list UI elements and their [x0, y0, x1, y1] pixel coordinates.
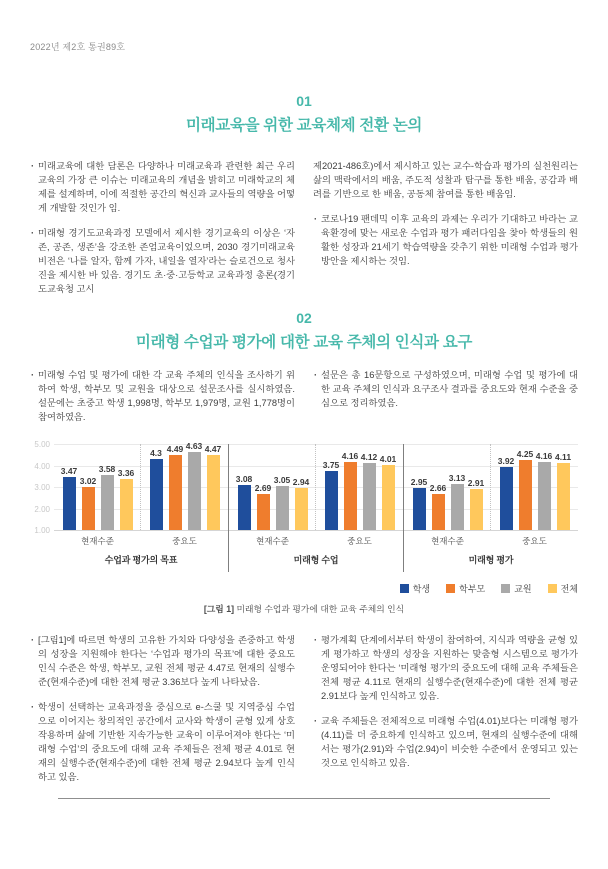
bar-value-label: 2.91	[467, 477, 485, 488]
figure-caption	[30, 602, 578, 615]
bar-value-label: 4.01	[379, 454, 397, 465]
legend-swatch	[400, 584, 409, 593]
chart-subgroup	[229, 444, 316, 549]
chart-subgroup	[141, 441, 228, 549]
bar-학부모	[432, 494, 445, 530]
section-01-left-column	[30, 159, 295, 296]
bar-전체	[382, 465, 395, 530]
bar-value-label: 2.94	[292, 477, 310, 488]
bar-전체	[120, 479, 133, 530]
chart-y-axis	[28, 440, 52, 535]
bar-value-label: 4.16	[535, 451, 553, 462]
bar-value-label: 3.05	[273, 474, 291, 485]
bar-학부모	[519, 460, 532, 530]
bar-value-label: 4.12	[360, 451, 378, 462]
section-02-title: 미래형 수업과 평가에 대한 교육 주체의 인식과 요구	[135, 334, 473, 351]
bar-value-label: 3.13	[448, 473, 466, 484]
bar-column	[117, 468, 135, 530]
paragraph: · 미래형 경기도교육과정 모델에서 제시한 경기교육의 이상은 ‘자존, 공존, 생존’을 강조한 존엄교육이었으며, 2030 경기미래교육 비전은 ‘나를 알자, 함께 가자, 내일을 열자’라는 슬로건으로 청사진을 제시한 바 있음. 경기도 초·중·고등학교 교육과정 총론(경기도교육청 고시	[30, 226, 295, 296]
legend-label: 전체	[560, 584, 578, 594]
chart-subgroups	[229, 444, 403, 549]
section-01-number: 01	[296, 93, 312, 109]
bar-교원	[538, 462, 551, 530]
paragraph: · 학생이 선택하는 교육과정을 중심으로 e-스쿨 및 지역중심 수업으로 이어지는 창의적인 공간에서 교사와 학생이 균형 있게 상호작용하며 삶에 기반한 지속가능한 교육이 이루어져야 한다는 ‘미래형 수업’의 중요도에 대해 교육 주체들은 전체 평균 4.01로 현재의 실행수준(현재수준)에 대한 전체 평균 2.94보다 높게 인식하고 있음.	[30, 700, 295, 784]
paragraph: 제2021-486호)에서 제시하고 있는 교수-학습과 평가의 실천원리는 삶의 맥락에서의 배움, 주도적 성찰과 탐구를 통한 배움, 공감과 배려를 기반으로 한 배움, 공동체 참여를 통한 배움임.	[313, 161, 578, 199]
paragraph: · 교육 주체들은 전체적으로 미래형 수업(4.01)보다는 미래형 평가(4.11)를 더 중요하게 인식하고 있으며, 현재의 실행수준에 대해서는 평가(2.91)와 수업(2.94)이 비슷한 수준에서 운영되고 있는 것으로 인식하고 있음.	[313, 714, 578, 770]
subgroup-axis-label: 현재수준	[81, 536, 114, 546]
bar-cluster	[140, 441, 228, 530]
bar-학생	[500, 467, 513, 530]
bar-value-label: 3.02	[79, 475, 97, 486]
chart-subgroup	[54, 444, 141, 549]
subgroup-axis-label: 현재수준	[256, 536, 289, 546]
bar-column	[150, 448, 163, 530]
chart-group	[403, 444, 578, 572]
bar-column	[273, 474, 291, 530]
group-axis-label: 미래형 평가	[468, 555, 514, 565]
legend-item	[501, 582, 531, 595]
bar-column	[516, 449, 534, 530]
bar-전체	[207, 455, 220, 530]
bar-value-label: 4.3	[150, 448, 162, 458]
subgroup-axis-label: 중요도	[172, 536, 197, 546]
bar-value-label: 3.75	[322, 459, 340, 470]
paragraph: · [그림1]에 따르면 학생의 고유한 가치와 다양성을 존중하고 학생의 성장을 지원해야 한다는 ‘수업과 평가의 목표’에 대한 중요도 인식 수준은 학생, 학부모, 교원 전체 평균 4.47로 현재의 실행수준(현재수준)에 대한 전체 평균 3.36보다 높게 나타났음.	[30, 633, 295, 689]
group-axis-label: 수업과 평가의 목표	[104, 555, 178, 565]
bar-cluster	[490, 444, 578, 530]
section-02-number: 02	[296, 310, 312, 326]
bar-학생	[413, 488, 426, 530]
bar-학생	[150, 459, 163, 530]
bar-학부모	[169, 455, 182, 530]
discussion	[30, 633, 578, 784]
bar-column	[204, 444, 222, 530]
legend-item	[400, 582, 430, 595]
legend-swatch	[446, 584, 455, 593]
bar-value-label: 2.66	[429, 483, 447, 494]
bar-value-label: 4.47	[204, 444, 222, 455]
bar-column	[185, 441, 203, 530]
bar-column	[98, 463, 116, 531]
chart-plot-groups	[54, 441, 578, 572]
bar-column	[341, 451, 359, 530]
bar-column	[79, 475, 97, 530]
bar-column	[379, 454, 397, 530]
y-tick-label: 2.00	[34, 504, 50, 514]
bar-value-label: 4.63	[185, 441, 203, 451]
bar-학생	[325, 471, 338, 530]
bar-전체	[557, 463, 570, 530]
bar-교원	[451, 484, 464, 530]
bar-학생	[63, 477, 76, 530]
legend-swatch	[548, 584, 557, 593]
bar-전체	[295, 488, 308, 530]
bar-value-label: 3.08	[235, 474, 253, 485]
bar-value-label: 3.47	[60, 465, 78, 476]
figure-caption-text: 미래형 수업과 평가에 대한 교육 주체의 인식	[236, 604, 405, 614]
bar-전체	[470, 489, 483, 530]
bar-column	[448, 473, 466, 530]
bar-cluster	[315, 444, 403, 530]
bar-value-label: 3.92	[497, 456, 515, 467]
bar-column	[60, 465, 78, 530]
section-01-title: 미래교육을 위한 교육체제 전환 논의	[185, 117, 423, 134]
bar-column	[429, 483, 447, 530]
paragraph: · 미래형 수업 및 평가에 대한 각 교육 주체의 인식을 조사하기 위하여 학생, 학부모 및 교원을 대상으로 설문조사를 실시하였음. 설문에는 초중고 학생 1,998명, 학부모 1,979명, 교원 1,778명이 참여하였음.	[30, 368, 295, 424]
bar-value-label: 4.25	[516, 449, 534, 460]
chart-group	[228, 444, 403, 572]
subgroup-axis-label: 중요도	[522, 536, 547, 546]
bar-value-label: 3.36	[117, 468, 135, 479]
bar-column	[535, 451, 553, 530]
chart-subgroups	[54, 441, 228, 549]
bar-value-label: 3.58	[98, 463, 116, 474]
figure-1	[30, 440, 578, 615]
paragraph: · 미래교육에 대한 담론은 다양하나 미래교육과 관련한 최근 우리 교육의 가장 큰 이슈는 미래교육의 개념을 밝히고 미래학교의 체제를 설계하며, 이에 적절한 공간의 혁신과 교사들의 역량을 어떻게 개발할 것인가 임.	[30, 159, 295, 215]
y-tick-label: 3.00	[34, 483, 50, 492]
figure-1-bar-chart	[34, 440, 578, 572]
discussion-left-column	[30, 633, 295, 784]
paragraph: · 설문은 총 16문항으로 구성하였으며, 미래형 수업 및 평가에 대한 교육 주체의 인식과 요구조사 결과를 중요도와 현재 수준을 중심으로 정리하였음.	[313, 368, 578, 410]
bar-value-label: 2.69	[254, 482, 272, 493]
bar-cluster	[54, 444, 141, 530]
legend-label: 교원	[514, 584, 532, 594]
subgroup-axis-label: 현재수준	[431, 536, 464, 546]
bottom-divider	[58, 798, 550, 799]
paragraph: · 코로나19 팬데믹 이후 교육의 과제는 우리가 기대하고 바라는 교육환경에 맞는 새로운 수업과 평가 패러다임을 찾아 학생들의 원활한 성장과 21세기 학습역량을 갖추기 위한 미래형 수업과 평가 방안을 제시하는 것임.	[313, 212, 578, 268]
chart-subgroup	[491, 444, 578, 549]
bar-column	[467, 477, 485, 530]
subgroup-axis-label: 중요도	[347, 536, 372, 546]
bar-cluster	[404, 444, 491, 530]
bar-column	[235, 474, 253, 530]
section-01-right-column	[313, 159, 578, 296]
bar-학생	[238, 485, 251, 530]
chart-subgroup	[316, 444, 403, 549]
bar-교원	[276, 486, 289, 530]
section-02-right-column	[313, 368, 578, 424]
bar-column	[292, 477, 310, 530]
bar-column	[322, 459, 340, 530]
legend-label: 학생	[412, 584, 431, 594]
bar-column	[554, 452, 572, 530]
bar-교원	[188, 452, 201, 530]
bar-value-label: 4.11	[554, 452, 572, 463]
bar-value-label: 2.95	[410, 477, 428, 488]
chart-group	[54, 441, 228, 572]
group-axis-label: 미래형 수업	[293, 555, 339, 565]
y-tick-label: 4.00	[34, 461, 50, 471]
bar-value-label: 4.49	[166, 444, 184, 454]
legend-item	[446, 582, 485, 595]
section-02-left-column	[30, 368, 295, 424]
bar-column	[254, 482, 272, 530]
bar-cluster	[229, 444, 316, 530]
figure-caption-number: [그림 1]	[203, 604, 235, 614]
issue-label: 2022년 제2호 통권89호	[30, 42, 126, 52]
bar-column	[166, 444, 184, 530]
bar-학부모	[344, 462, 357, 530]
bar-교원	[101, 475, 114, 531]
chart-subgroups	[404, 444, 578, 549]
paragraph: · 평가계획 단계에서부터 학생이 참여하여, 지식과 역량을 균형 있게 평가하고 학생의 성장을 지원하는 맞춤형 시스템으로 평가가 운영되어야 한다는 ‘미래형 평가’의 중요도에 대해 교육 주체들은 전체 평균 4.11로 현재의 실행수준(현재수준)에 대한 전체 평균 2.91보다 높게 인식하고 있음.	[313, 633, 578, 703]
legend-swatch	[501, 584, 510, 593]
bar-학부모	[82, 487, 95, 530]
bar-column	[410, 477, 428, 530]
y-tick-label: 5.00	[34, 440, 50, 449]
discussion-right-column	[313, 633, 578, 784]
section-02	[30, 310, 578, 424]
chart-subgroup	[404, 444, 491, 549]
legend-label: 학부모	[459, 584, 486, 594]
section-01	[30, 93, 578, 296]
bar-value-label: 4.16	[341, 451, 359, 462]
bar-column	[497, 456, 515, 530]
chart-legend	[30, 582, 578, 595]
legend-item	[548, 582, 578, 595]
bar-교원	[363, 463, 376, 530]
bar-column	[360, 451, 378, 530]
y-tick-label: 1.00	[34, 526, 50, 535]
bar-학부모	[257, 494, 270, 530]
